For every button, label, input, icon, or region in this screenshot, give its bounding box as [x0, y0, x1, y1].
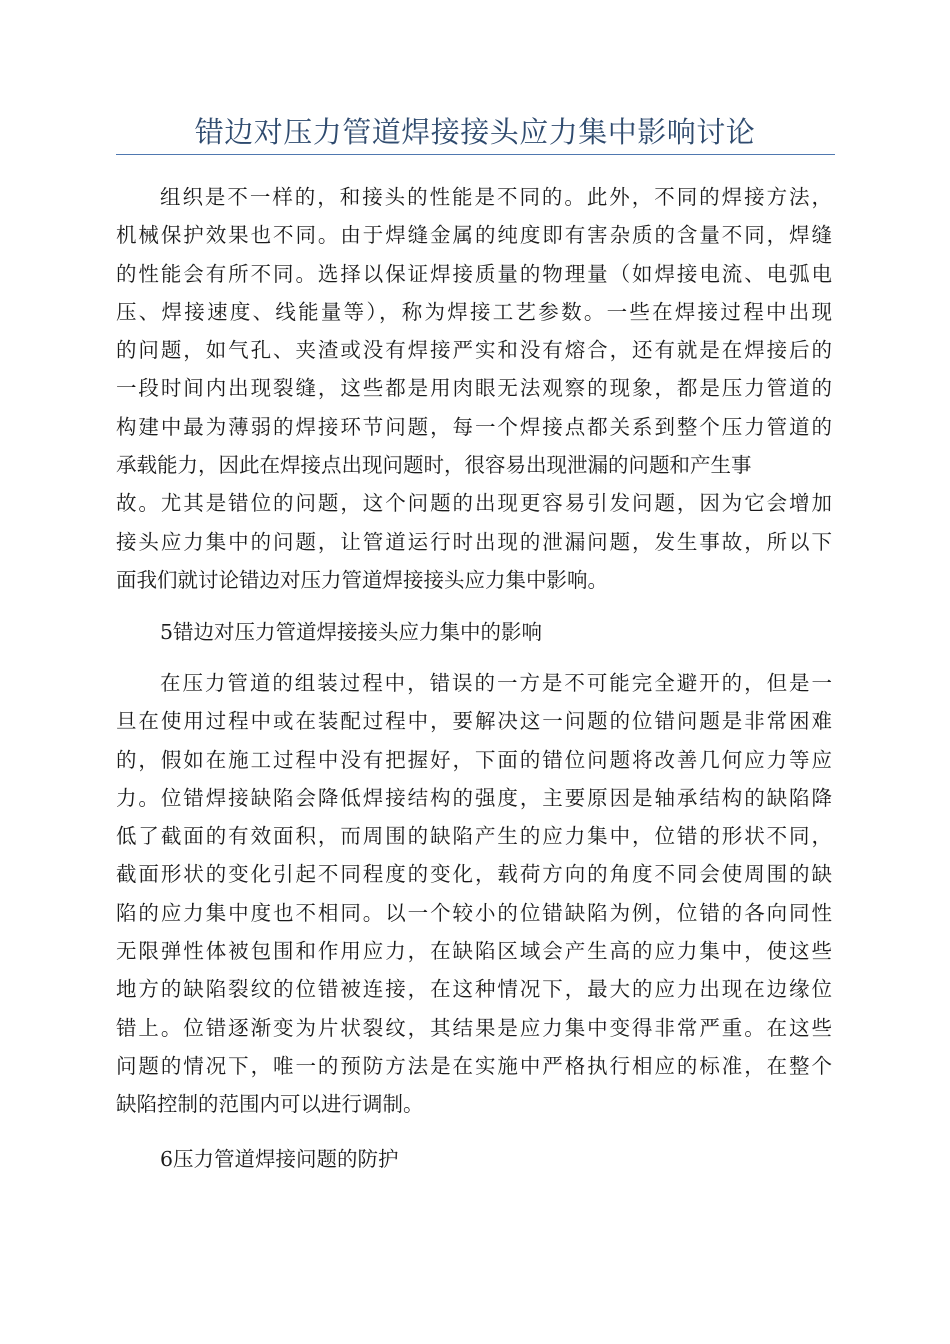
paragraph-line: 一段时间内出现裂缝，这些都是用肉眼无法观察的现象，都是压力管道的	[116, 376, 832, 401]
paragraph-line: 陷的应力集中度也不相同。以一个较小的位错缺陷为例，位错的各向同性	[116, 900, 832, 925]
paragraph-line: 组织是不一样的，和接头的性能是不同的。此外，不同的焊接方法，	[160, 185, 832, 209]
paragraph-line: 面我们就讨论错边对压力管道焊接接头应力集中影响。	[116, 567, 608, 592]
paragraph-line: 接头应力集中的问题，让管道运行时出现的泄漏问题，发生事故，所以下	[116, 529, 832, 554]
paragraph-line: 缺陷控制的范围内可以进行调制。	[116, 1092, 424, 1117]
paragraph-line: 在压力管道的组装过程中，错误的一方是不可能完全避开的，但是一	[160, 671, 832, 695]
paragraph-line: 问题的情况下，唯一的预防方法是在实施中严格执行相应的标准，在整个	[116, 1053, 832, 1078]
paragraph-line: 地方的缺陷裂纹的位错被连接，在这种情况下，最大的应力出现在边缘位	[116, 977, 832, 1002]
paragraph-line: 的，假如在施工过程中没有把握好，下面的错位问题将改善几何应力等应	[116, 747, 832, 772]
paragraph-line: 低了截面的有效面积，而周围的缺陷产生的应力集中，位错的形状不同，	[116, 824, 832, 849]
paragraph-line: 无限弹性体被包围和作用应力，在缺陷区域会产生高的应力集中，使这些	[116, 939, 832, 964]
paragraph-2	[116, 664, 832, 1124]
paragraph-line: 旦在使用过程中或在装配过程中，要解决这一问题的位错问题是非常困难	[116, 709, 832, 734]
document-title: 错边对压力管道焊接接头应力集中影响讨论	[194, 115, 756, 149]
paragraph-line: 错上。位错逐渐变为片状裂纹，其结果是应力集中变得非常严重。在这些	[116, 1015, 832, 1040]
paragraph-line: 压、焊接速度、线能量等），称为焊接工艺参数。一些在焊接过程中出现	[116, 299, 832, 324]
paragraph-line: 承载能力，因此在焊接点出现问题时，很容易出现泄漏的问题和产生事	[116, 453, 752, 478]
paragraph-line: 截面形状的变化引起不同程度的变化，载荷方向的角度不同会使周围的缺	[116, 862, 832, 887]
paragraph-line: 故。尤其是错位的问题，这个问题的出现更容易引发问题，因为它会增加	[116, 491, 832, 516]
paragraph-line: 的问题，如气孔、夹渣或没有焊接严实和没有熔合，还有就是在焊接后的	[116, 338, 832, 363]
paragraph-line: 构建中最为薄弱的焊接环节问题，每一个焊接点都关系到整个压力管道的	[116, 414, 832, 439]
paragraph-line: 力。位错焊接缺陷会降低焊接结构的强度，主要原因是轴承结构的缺陷降	[116, 785, 832, 810]
paragraph-line: 机械保护效果也不同。由于焊缝金属的纯度即有害杂质的含量不同，焊缝	[116, 223, 832, 248]
title-underline	[116, 154, 835, 155]
paragraph-line: 的性能会有所不同。选择以保证焊接质量的物理量（如焊接电流、电弧电	[116, 261, 832, 286]
section-heading-6: 6压力管道焊接问题的防护	[160, 1147, 399, 1171]
section-heading-5: 5错边对压力管道焊接接头应力集中的影响	[160, 620, 543, 644]
paragraph-1	[116, 178, 832, 599]
